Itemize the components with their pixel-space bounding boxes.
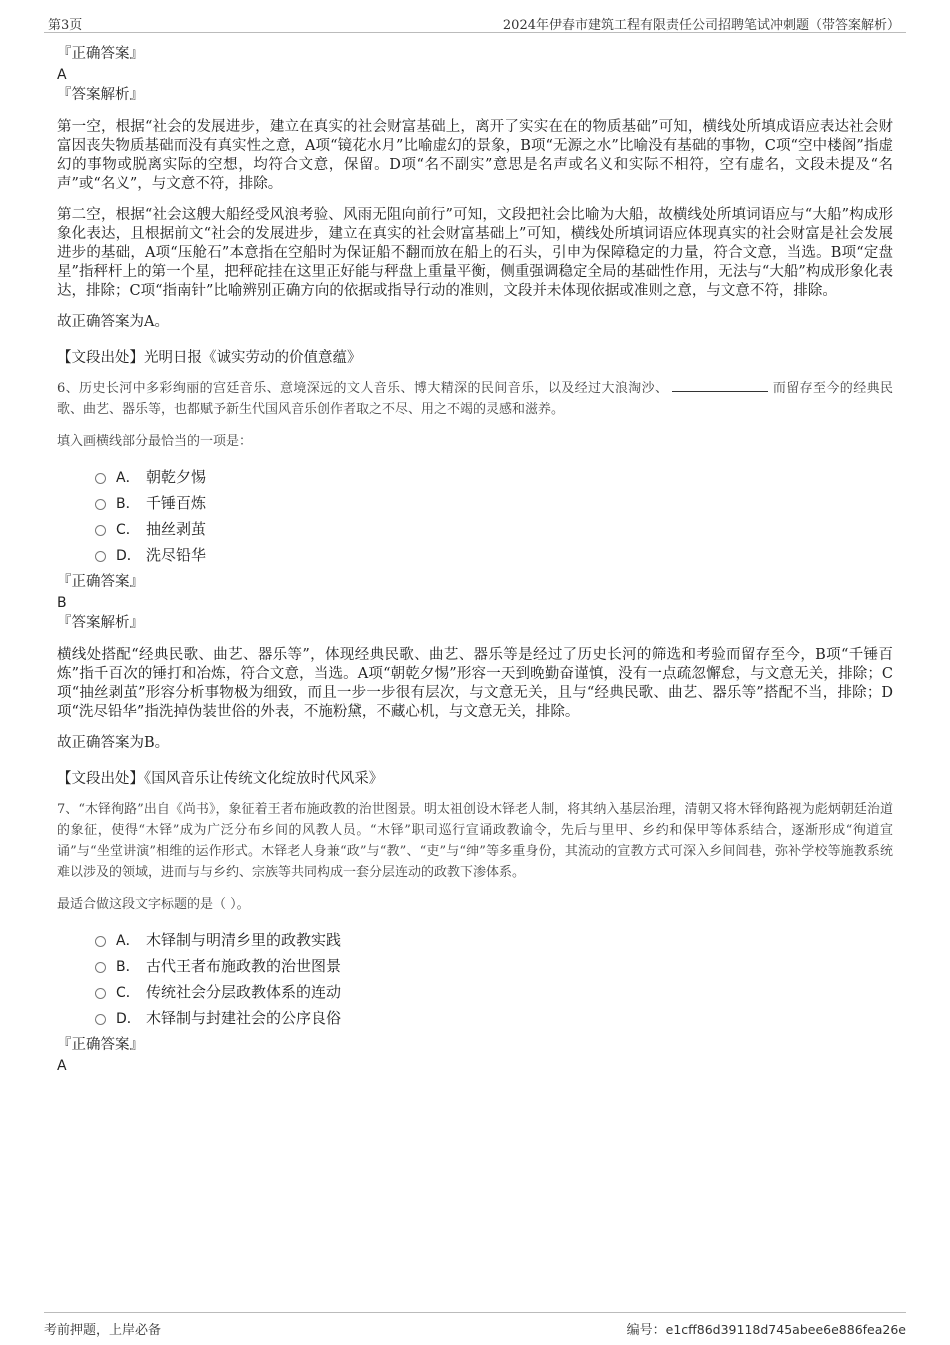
option-text: 木铎制与明清乡里的政教实践 <box>146 931 342 949</box>
option-a[interactable]: A． 朝乾夕惕 <box>95 464 893 490</box>
radio-icon[interactable] <box>95 525 106 536</box>
option-list <box>57 927 893 1031</box>
radio-icon[interactable] <box>95 551 106 562</box>
radio-icon[interactable] <box>95 473 106 484</box>
analysis-label: 『答案解析』 <box>57 87 144 103</box>
analysis-label: 『答案解析』 <box>57 615 144 631</box>
correct-answer-label: 『正确答案』 <box>57 46 144 62</box>
answer-conclusion: 故正确答案为B。 <box>57 735 170 751</box>
passage-source: 【文段出处】光明日报《诚实劳动的价值意蕴》 <box>57 350 362 366</box>
option-text: 传统社会分层政教体系的连动 <box>146 983 342 1001</box>
option-text: 木铎制与封建社会的公序良俗 <box>146 1009 342 1027</box>
answer-conclusion: 故正确答案为A。 <box>57 314 169 330</box>
document-code-label: 编号： <box>626 1323 666 1338</box>
analysis-paragraph: 横线处搭配“经典民歌、曲艺、器乐等”，体现经典民歌、曲艺、器乐等是经过了历史长河的筛选和考验而留存至今，B项“千锤百炼”指千百次的锤打和冶炼，符合文意，当选。A项“朝乾夕惕”形容一天到晚勤奋谨慎，没有一点疏忽懈怠，与文意无关，排除；C项“抽丝剥茧”形容分析事物极为细致，而且一步一步很有层次，与文意无关，且与“经典民歌、曲艺、器乐等”搭配不当，排除；D项“洗尽铅华”指洗掉伪装世俗的外表，不施粉黛，不藏心机，与文意无关，排除。 <box>57 647 893 720</box>
page-header <box>44 10 906 33</box>
radio-icon[interactable] <box>95 962 106 973</box>
option-d[interactable]: D． 洗尽铅华 <box>95 542 893 568</box>
option-text: 洗尽铅华 <box>146 546 207 564</box>
radio-icon[interactable] <box>95 499 106 510</box>
option-b[interactable]: B． 古代王者布施政教的治世图景 <box>95 953 893 979</box>
radio-icon[interactable] <box>95 988 106 999</box>
option-text: 朝乾夕惕 <box>146 468 207 486</box>
correct-answer-value: B <box>57 595 67 611</box>
document-code <box>627 1319 906 1338</box>
footer-slogan: 考前押题，上岸必备 <box>44 1323 162 1338</box>
option-c[interactable]: C． 传统社会分层政教体系的连动 <box>95 979 893 1005</box>
analysis-paragraph: 第二空，根据“社会这艘大船经受风浪考验、风雨无阻向前行”可知，文段把社会比喻为大船，故横线处所填词语应与“大船”构成形象化表达，且根据前文“社会的发展进步，建立在真实的社会财富基础上”可知，横线处所填词语应体现真实的社会财富是社会发展进步的基础，A项“压舱石”本意指在空船时为保证船不翻而放在船上的石头，引申为保障稳定的力量，符合文意，当选。B项“定盘星”指秤杆上的第一个星，把秤砣挂在这里正好能与秤盘上重量平衡，侧重强调稳定全局的基础性作用，无法与“大船”构成形象化表达，排除；C项“指南针”比喻辨别正确方向的依据或指导行动的准则，文段并未体现依据或准则之意，与文意不符，排除。 <box>57 207 893 299</box>
option-list <box>57 464 893 568</box>
question-stem-part: 6、历史长河中多彩绚丽的宫廷音乐、意境深远的文人音乐、博大精深的民间音乐，以及经过大浪淘沙、 <box>57 381 669 396</box>
page-number: 第3页 <box>48 18 83 33</box>
radio-icon[interactable] <box>95 936 106 947</box>
page-footer <box>44 1312 906 1339</box>
document-code-value: e1cff86d39118d745abee6e886fea26e <box>665 1322 906 1337</box>
option-text: 古代王者布施政教的治世图景 <box>146 957 342 975</box>
question-prompt: 最适合做这段文字标题的是（ ）。 <box>57 897 250 912</box>
option-d[interactable]: D． 木铎制与封建社会的公序良俗 <box>95 1005 893 1031</box>
correct-answer-label: 『正确答案』 <box>57 574 144 590</box>
option-c[interactable]: C． 抽丝剥茧 <box>95 516 893 542</box>
option-text: 千锤百炼 <box>146 494 207 512</box>
question-stem-part: 而留存至今的经典民歌、曲艺、器乐等，也都赋予新生代国风音乐创作者取之不尽、用之不竭的灵感和滋养。 <box>57 381 893 417</box>
question-stem <box>57 378 893 420</box>
question-7 <box>57 799 893 1076</box>
document-title: 2024年伊春市建筑工程有限责任公司招聘笔试冲刺题（带答案解析） <box>502 18 900 33</box>
radio-icon[interactable] <box>95 1014 106 1025</box>
option-a[interactable]: A． 木铎制与明清乡里的政教实践 <box>95 927 893 953</box>
correct-answer-value: A <box>57 1058 67 1074</box>
option-text: 抽丝剥茧 <box>146 520 207 538</box>
page-content <box>57 44 893 1076</box>
fill-blank-line <box>672 379 768 392</box>
passage-source: 【文段出处】《国风音乐让传统文化绽放时代风采》 <box>57 771 384 787</box>
option-b[interactable]: B． 千锤百炼 <box>95 490 893 516</box>
question-stem: 7、“木铎徇路”出自《尚书》，象征着王者布施政教的治世图景。明太祖创设木铎老人制，将其纳入基层治理，清朝又将木铎徇路视为彪炳朝廷治道的象征，使得“木铎”成为广泛分布乡间的风教人员。“木铎”职司巡行宣诵政教谕令，先后与里甲、乡约和保甲等体系结合，逐渐形成“徇道宣诵”与“坐堂讲演”相维的运作形式。木铎老人身兼“政”与“教”、“吏”与“绅”等多重身份，其流动的宣教方式可深入乡间闾巷，弥补学校等施教系统难以涉及的领域，进而与与乡约、宗族等共同构成一套分层连动的政教下渗体系。 <box>57 802 893 880</box>
question-6 <box>57 378 893 789</box>
analysis-paragraph: 第一空，根据“社会的发展进步，建立在真实的社会财富基础上，离开了实实在在的物质基础”可知，横线处所填成语应表达社会财富因丧失物质基础而没有真实性之意，A项“镜花水月”比喻虚幻的景象，B项“无源之水”比喻没有基础的事物，C项“空中楼阁”指虚幻的事物或脱离实际的空想，均符合文意，保留。D项“名不副实”意思是名声或名义和实际不相符，空有虚名，文段未提及“名声”或“名义”，与文意不符，排除。 <box>57 119 893 192</box>
correct-answer-value: A <box>57 67 67 83</box>
question-prompt: 填入画横线部分最恰当的一项是： <box>57 434 253 449</box>
correct-answer-label: 『正确答案』 <box>57 1037 144 1053</box>
question-5-tail <box>57 44 893 368</box>
